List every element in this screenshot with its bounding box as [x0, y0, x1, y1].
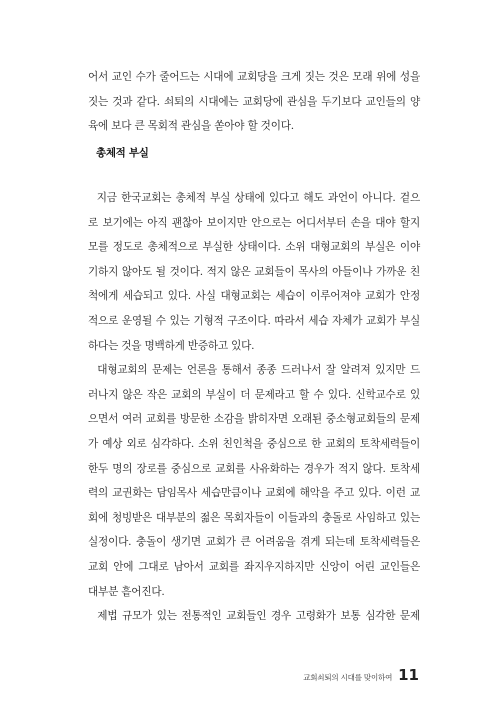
body-text: [88, 186, 420, 629]
text-line: 대부분 흩어진다.: [88, 585, 165, 598]
text-line: 척에게 세습되고 있다. 사실 대형교회는 세습이 이루어져야 교회가 안정: [88, 290, 420, 303]
intro-paragraph: [88, 65, 420, 139]
page-number: 11: [398, 666, 419, 684]
text-line: 짓는 것과 같다. 쇠퇴의 시대에는 교회당에 관심을 두기보다 교인들의 양: [88, 95, 420, 108]
text-line: 하다는 것을 명백하게 반증하고 있다.: [88, 339, 255, 352]
text-line: 력의 교권화는 담임목사 세습만큼이나 교회에 해악을 주고 있다. 이런 교: [88, 487, 420, 500]
text-line: 적으로 운영될 수 있는 기형적 구조이다. 따라서 세습 자체가 교회가 부실: [88, 314, 420, 327]
text-line: 회에 청빙받은 대부분의 젊은 목회자들이 이들과의 충돌로 사임하고 있는: [88, 511, 420, 524]
text-line: 러나지 않은 작은 교회의 부실이 더 문제라고 할 수 있다. 신학교수로 있: [88, 388, 420, 401]
text-line: 지금 한국교회는 총체적 부실 상태에 있다고 해도 과언이 아니다. 겉으: [88, 192, 420, 204]
text-line: 가 예상 외로 심각하다. 소위 친인척을 중심으로 한 교회의 토착세력들이: [88, 437, 420, 450]
text-line: 기하지 않아도 될 것이다. 적지 않은 교회들이 목사의 아들이나 가까운 친: [88, 265, 420, 278]
text-line: 실정이다. 충돌이 생기면 교회가 큰 어려움을 겪게 되는데 토착세력들은: [88, 536, 420, 549]
running-title: 교회쇠퇴의 시대를 맞이하여: [303, 673, 393, 682]
text-line: 한두 명의 장로를 중심으로 교회를 사유화하는 경우가 적지 않다. 토착세: [88, 462, 420, 475]
text-line: 으면서 여러 교회를 방문한 소감을 밝히자면 오래된 중소형교회들의 문제: [88, 413, 420, 426]
text-line: 교회 안에 그대로 남아서 교회를 좌지우지하지만 신앙이 어린 교인들은: [88, 560, 420, 573]
text-line: 대형교회의 문제는 언론을 통해서 종종 드러나서 잘 알려져 있지만 드: [88, 364, 420, 377]
text-line: 어서 교인 수가 줄어드는 시대에 교회당을 크게 짓는 것은 모래 위에 성을: [88, 71, 420, 83]
text-line: 모를 정도로 총체적으로 부실한 상태이다. 소위 대형교회의 부실은 이야: [88, 241, 420, 254]
text-line: 제법 규모가 있는 전통적인 교회들인 경우 고령화가 보통 심각한 문제: [88, 610, 420, 623]
text-line: 로 보기에는 아직 괜찮아 보이지만 안으로는 어디서부터 손을 대야 할지: [88, 216, 420, 229]
page-footer: [303, 666, 419, 684]
text-line: 육에 보다 큰 목회적 관심을 쏟아야 할 것이다.: [88, 120, 294, 133]
section-heading: 총체적 부실: [96, 147, 149, 159]
